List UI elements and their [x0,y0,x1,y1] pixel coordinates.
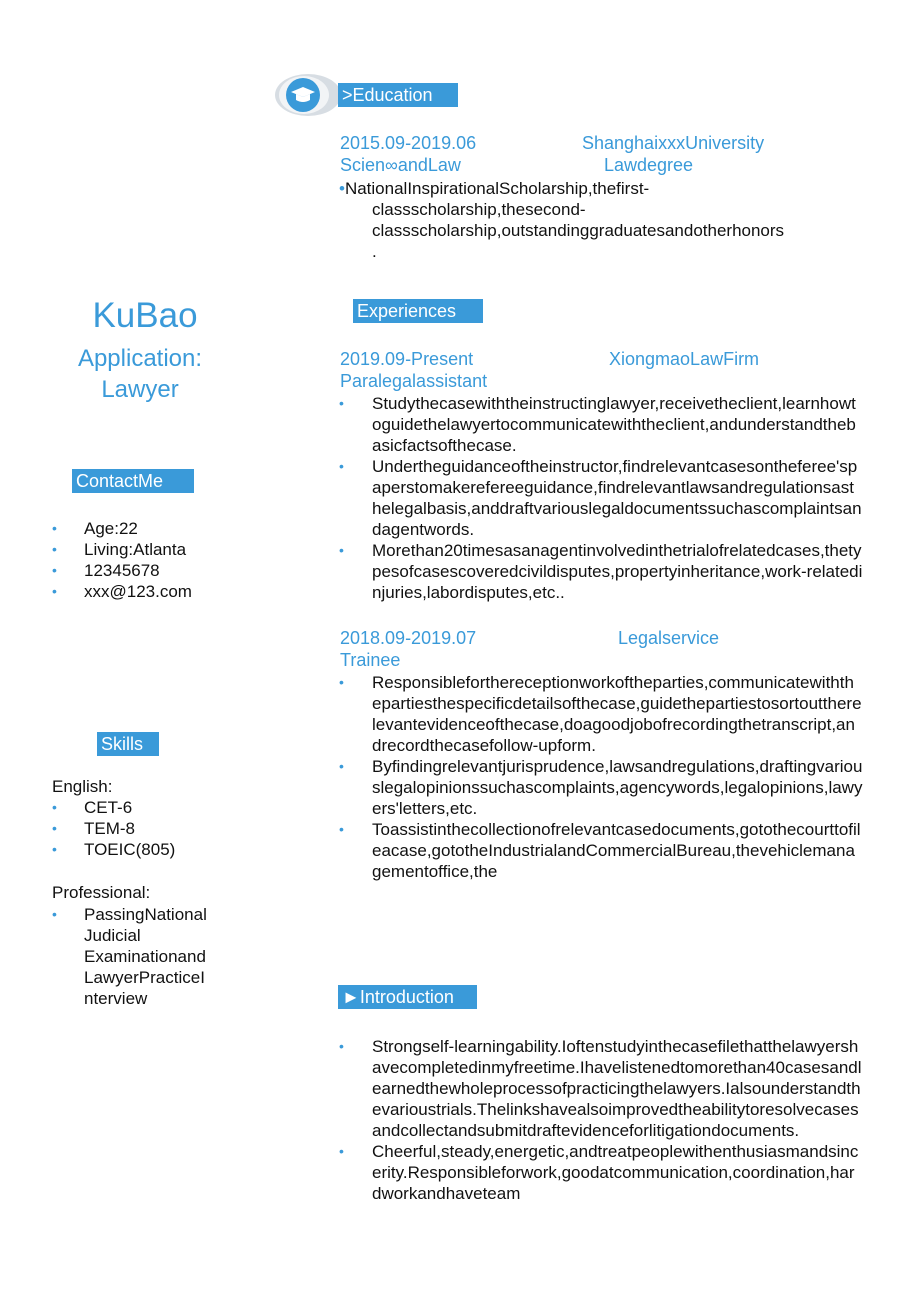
honors-text-1: NationalInspirationalScholarship,thefirst- [344,179,650,198]
job-1-bullet: • Morethan20timesasanagentinvolvedinthetrialofrelatedcases,thetypesofcasescoveredcivildisputes,propertyinheritance,work-relatedinjuries,labordisputes,etc.. [339,540,863,603]
english-skills-list [52,797,252,860]
education-degree: Lawdegree [604,155,694,175]
candidate-name: KuBao [92,296,198,335]
job-2-dates: 2018.09-2019.07 [340,628,477,648]
introduction-header: ►Introduction [338,985,477,1009]
honors-bullet: • [339,179,345,198]
contact-list [52,518,252,602]
education-header: >Education [338,83,458,107]
honors-line-2: classscholarship,thesecond- [372,200,586,219]
job-2-bullet: • Toassistinthecollectionofrelevantcasedocuments,gotothecourttofileacase,gototheIndustrialandCommercialBureau,thevehiclemanagementoffice,the [339,819,863,882]
education-school: ShanghaixxxUniversity [582,133,765,153]
contact-email: • xxx@123.com [52,581,252,602]
job-1-dates: 2019.09-Present [340,349,474,369]
application-line-2: Lawyer [101,376,179,403]
honors-line-1 [339,178,839,199]
professional-label: Professional: [52,883,151,902]
introduction-bullet: • Cheerful,steady,energetic,andtreatpeoplewithenthusiasmandsincerity.Responsibleforwork,goodatcommunication,coordination,hardworkandhaveteam [339,1141,863,1204]
contact-header: ContactMe [72,469,194,493]
job-1-bullet: • Studythecasewiththeinstructinglawyer,receivetheclient,learnhowtoguidethelawyertocommunicatewiththeclient,andunderstandthebasicfactsofthecase. [339,393,863,456]
honors-line-4: . [372,242,377,261]
professional-skills-list [52,904,227,1009]
job-2-bullet: • Responsibleforthereceptionworkoftheparties,communicatewiththepartiesthespecificdetailsofthecase,guidethepartiestosortouttherelevantevidenceofthecase,doagoodjobofrecordingthetranscript,andrecordthecasefollow-upform. [339,672,863,756]
english-skill-item: • TEM-8 [52,818,252,839]
application-line-1: Application: [77,345,203,372]
introduction-bullet: • Strongself-learningability.Ioftenstudyinthecasefilethatthelawyershavecompletedinmyfreetime.Ihavelistenedtomorethan40casesandlearnedthewholeprocessofpracticingthelawyers.Ialsounderstandthevarioustrials.Thelinkshavealsoimprovedtheabilitytoresolvecasesandcollectandsubmitdraftevidenceforlitigationdocuments. [339,1036,863,1141]
job-2-bullets [339,672,863,882]
graduation-cap-icon [274,72,342,118]
job-2-company: Legalservice [618,628,720,648]
english-skill-item: • CET-6 [52,797,252,818]
contact-age: • Age:22 [52,518,252,539]
contact-living: • Living:Atlanta [52,539,252,560]
skills-header: Skills [97,732,159,756]
english-label: English: [52,777,113,796]
education-dates: 2015.09-2019.06 [340,133,477,153]
honors-line-3: classscholarship,outstandinggraduatesandotherhonors [372,221,785,240]
job-1-bullet: • Undertheguidanceoftheinstructor,findrelevantcasesontheferee'spaperstomakerefereeguidance,findrelevantlawsandregulationsasthelegalbasis,anddraftvariouslegaldocumentssuchascomplaintsandagentwords. [339,456,863,540]
education-honors [339,178,839,262]
professional-skill-item: • PassingNational Judicial Examinationand LawyerPracticeI nterview [52,904,227,1009]
job-1-bullets [339,393,863,603]
job-2-bullet: • Byfindingrelevantjurisprudence,lawsandregulations,draftingvariouslegalopinionssuchascomplaints,agencywords,legalopinions,lawyers'letters,etc. [339,756,863,819]
job-1-company: XiongmaoLawFirm [609,349,760,369]
experiences-header: Experiences [353,299,483,323]
job-2-role: Trainee [340,650,401,670]
contact-phone: • 12345678 [52,560,252,581]
english-skill-item: • TOEIC(805) [52,839,252,860]
introduction-bullets [339,1036,863,1204]
job-1-role: Paralegalassistant [340,371,488,391]
education-major: Scien∞andLaw [340,155,461,175]
